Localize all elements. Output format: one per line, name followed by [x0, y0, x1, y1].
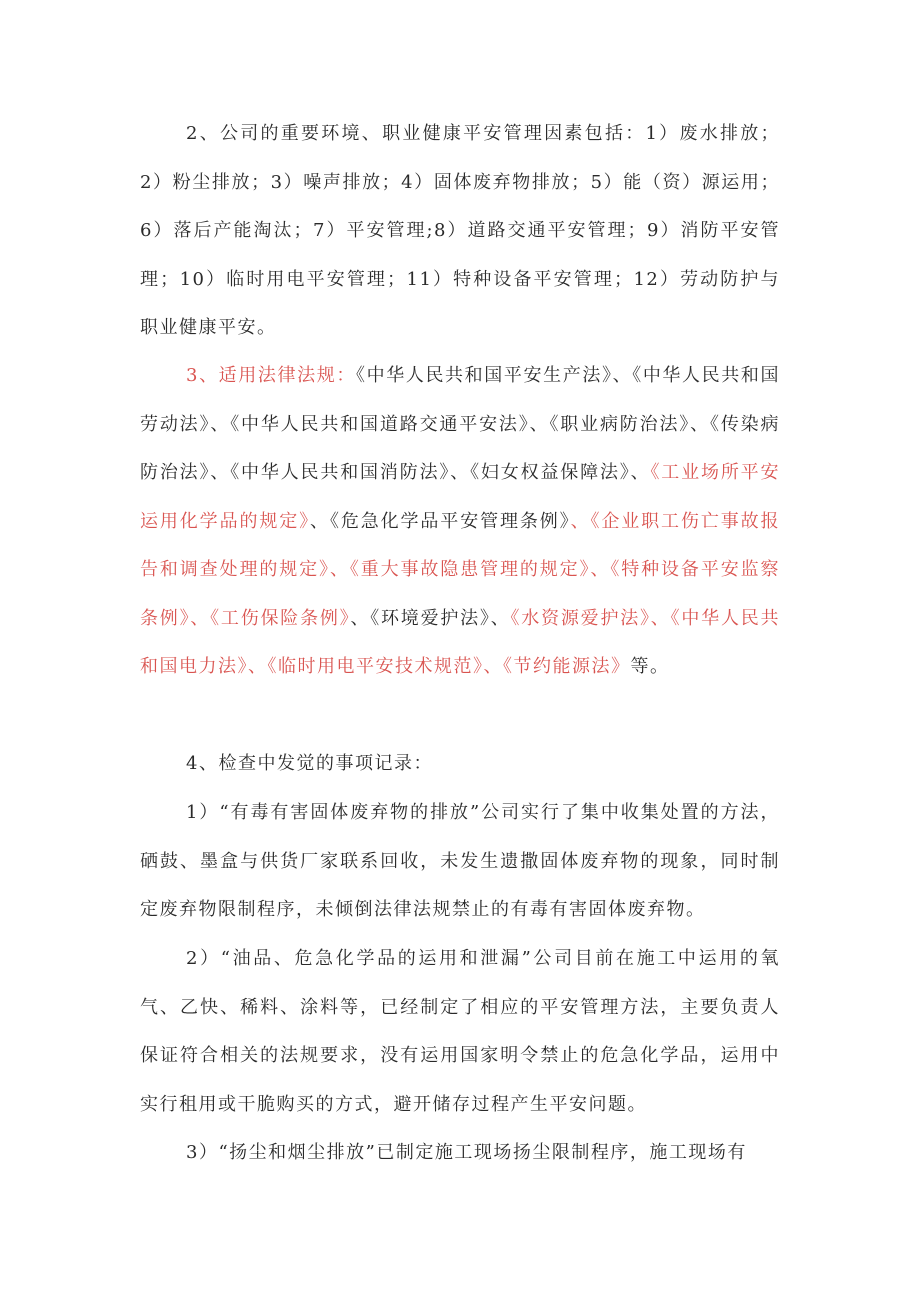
laws-heading: 3、适用法律法规： — [186, 365, 356, 386]
laws-list-part-2: 《工业场所平安运用化学品的规定》 — [140, 462, 780, 532]
paragraph-dust-emission: 3）“扬尘和烟尘排放”已制定施工现场扬尘限制程序，施工现场有 — [186, 1142, 747, 1163]
laws-list-part-4: 、《企业职工伤亡事故报告和调查处理的规定》、《重大事故隐患管理的规定》、《特种设备平安监察条例》、《工伤保险条例》 — [140, 510, 781, 629]
laws-list-part-6: 《水资源爱护法》、《中华人民共和国电力法》、《临时用电平安技术规范》、《节约能源法》 — [140, 607, 781, 677]
paragraph-management-factors: 2、公司的重要环境、职业健康平安管理因素包括：1）废水排放；2）粉尘排放；3）噪声排放；4）固体废弃物排放；5）能（资）源运用；6）落后产能淘汰；7）平安管理;8）道路交通平安管理；9）消防平安管理；10）临时用电平安管理；11）特种设备平安管理；12）劳动防护与职业健康平安。 — [140, 123, 780, 338]
paragraph-hazardous-chemicals: 2）“油品、危急化学品的运用和泄漏”公司目前在施工中运用的氧气、乙快、稀料、涂料等，已经制定了相应的平安管理方法，主要负责人保证符合相关的法规要求，没有运用国家明令禁止的危急化学品，运用中实行租用或干脆购买的方式，避开储存过程产生平安问题。 — [140, 948, 780, 1115]
laws-list-part-5: 、《环境爱护法》、 — [350, 607, 511, 629]
laws-list-part-1: 《中华人民共和国平安生产法》、《中华人民共和国劳动法》、《中华人民共和国道路交通平安法》、《职业病防治法》、《传染病防治法》、《中华人民共和国消防法》、《妇女权益保障法》、 — [140, 365, 780, 483]
laws-list-part-3: 、《危急化学品平安管理条例》 — [310, 510, 571, 532]
paragraph-solid-waste: 1）“有毒有害固体废弃物的排放”公司实行了集中收集处置的方法，硒鼓、墨盒与供货厂家联系回收，未发生遗撒固体废弃物的现象，同时制定废弃物限制程序，未倾倒法律法规禁止的有毒有害固体废弃物。 — [140, 802, 780, 920]
laws-list-part-7: 等。 — [630, 656, 670, 677]
paragraph-applicable-laws — [140, 352, 780, 692]
paragraph-inspection-heading: 4、检查中发觉的事项记录： — [186, 753, 433, 774]
